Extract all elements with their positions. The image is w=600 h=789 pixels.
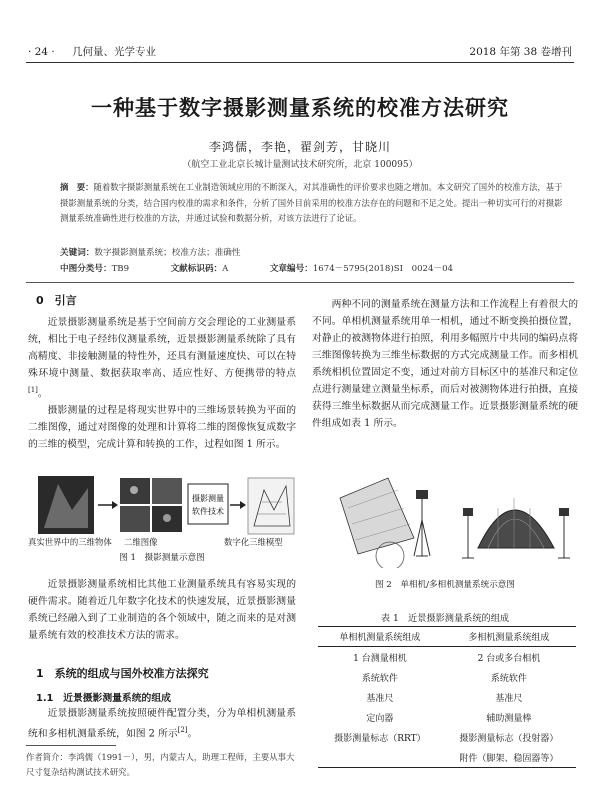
left-stand-icon bbox=[462, 514, 474, 558]
figure-2-caption: 图 2 单相机/多相机测量系统示意图 bbox=[374, 580, 515, 590]
table-1-caption: 表 1 近景摄影测量系统的组成 bbox=[380, 613, 510, 624]
camera-left-icon bbox=[463, 508, 473, 516]
figure-2 bbox=[318, 468, 578, 568]
intro-paragraph-1 bbox=[28, 314, 296, 402]
table-cell: 系统软件 bbox=[361, 673, 398, 684]
paper-title: 一种基于数字摄影测量系统的校准方法研究 bbox=[91, 96, 509, 120]
measurement-area-icon bbox=[376, 542, 404, 568]
article-no-value: 1674－5795(2018)SI 0024－04 bbox=[312, 264, 453, 274]
table-cell: 定向器 bbox=[366, 713, 394, 724]
intro-paragraph-2: 摄影测量的过程是将现实世界中的三维场景转换为平面的二维图像，通过对图像的处理和计算将二维的图像恢复成数字的三维的模型，完成计算和转换的工作，过程如图 1 所示。 bbox=[28, 405, 296, 451]
author-footnote: 作者简介：李鸿儒（1991－），男，内蒙古人，助理工程师，主要从事大尺寸复杂结构测试技术研究。 bbox=[26, 752, 295, 777]
keywords bbox=[60, 246, 570, 258]
keywords-text: 数字摄影测量系统；校准方法；准确性 bbox=[94, 248, 241, 258]
running-header-left bbox=[28, 44, 156, 59]
table-row bbox=[318, 707, 576, 727]
section-1-1-heading: 1.1 近景摄影测量系统的组成 bbox=[36, 693, 171, 704]
camera-icon bbox=[416, 490, 428, 499]
table-cell bbox=[318, 747, 442, 768]
table-row bbox=[318, 667, 576, 687]
intro-p1-end: 。 bbox=[37, 388, 48, 400]
software-text-1: 摄影测量 bbox=[192, 494, 224, 503]
right-column-text bbox=[312, 296, 578, 432]
section-1-heading: 1 系统的组成与国外校准方法探究 bbox=[36, 667, 209, 680]
table-cell: 基准尺 bbox=[495, 693, 523, 704]
table-row bbox=[318, 727, 576, 747]
table-header-row bbox=[318, 627, 576, 647]
figure-1-label-a: 真实世界中的三维物体 bbox=[28, 537, 112, 547]
arrow-2-head-icon bbox=[240, 501, 246, 509]
table-row bbox=[318, 687, 576, 707]
software-text-2: 软件技术 bbox=[192, 507, 224, 516]
citation-2: [2] bbox=[177, 726, 188, 734]
table-cell: 辅助测量棒 bbox=[486, 713, 532, 724]
s11-text: 近景摄影测量系统按照硬件配置分类，分为单相机测量系统和多相机测量系统，如图 2 所示 bbox=[28, 708, 296, 740]
intro-p1-text: 近景摄影测量系统是基于空间前方交会理论的工业测量系统，相比于电子经纬仪测量系统，近景摄影测量系统除了具有高精度、非接触测量的特性外，还具有测量速度快、可以在特殊环境中测量、数据获取率高、适应性好、方便携带的特点 bbox=[28, 317, 296, 379]
intro-text-2 bbox=[28, 576, 296, 644]
citation-1: [1] bbox=[28, 386, 38, 394]
keywords-label: 关键词： bbox=[60, 248, 95, 258]
target-point-icon bbox=[130, 486, 138, 494]
section-1-1-paragraph bbox=[28, 705, 296, 742]
table-header-multi: 多相机测量系统组成 bbox=[442, 627, 576, 647]
s11-end: 。 bbox=[187, 728, 198, 740]
right-paragraph-1: 两种不同的测量系统在测量方法和工作流程上有着很大的不同。单相机测量系统用单一相机，通过不断变换拍摄位置，对静止的被测物体进行拍照，利用多幅照片中共同的编码点将三维图像转换为三维坐标数据的方式完成测量工作。而多相机系统相机位置固定不变，通过对前方目标区中的基准尺和定位点进行测量建立测量坐标系，而后对被测物体进行拍摄，直接获得三维坐标数据从而完成测量工作。近景摄影测量系统的硬件组成如表 1 所示。 bbox=[312, 299, 578, 429]
figure-1-label-c: 数字化三维模型 bbox=[224, 537, 283, 547]
header-rule bbox=[26, 62, 574, 63]
table-cell: 系统软件 bbox=[490, 673, 527, 684]
table-header-single: 单相机测量系统组成 bbox=[318, 627, 442, 647]
dome-structure bbox=[478, 510, 554, 548]
table-row bbox=[318, 747, 576, 768]
article-no-label: 文章编号： bbox=[269, 264, 313, 274]
table-cell: 摄影测量标志（投射器） bbox=[459, 733, 559, 744]
section-0-heading: 0 引言 bbox=[36, 294, 77, 307]
abstract-label: 摘 要： bbox=[60, 182, 94, 192]
table-cell: 1 台测量相机 bbox=[353, 653, 407, 664]
intro-text bbox=[28, 314, 296, 453]
affiliation: （航空工业北京长城计量测试技术研究所，北京 100095） bbox=[182, 160, 418, 170]
software-box bbox=[188, 484, 228, 524]
intro-paragraph-3: 近景摄影测量系统相比其他工业测量系统具有容易实现的硬件需求。随着近几年数字化技术的快速发展，近景摄影测量系统已经融入到了工业制造的各个领域中，随之而来的是对测量系统有效的校准技术方法的需求。 bbox=[28, 579, 296, 641]
clc-label: 中图分类号： bbox=[60, 264, 112, 274]
model-panel bbox=[248, 478, 294, 534]
target-panel bbox=[340, 478, 414, 554]
image-c bbox=[120, 506, 150, 532]
abstract bbox=[60, 180, 570, 227]
footnote-rule bbox=[26, 745, 116, 746]
doc-code-value: A bbox=[222, 264, 229, 274]
table-row bbox=[318, 647, 576, 668]
table-cell: 2 台或多台相机 bbox=[477, 653, 541, 664]
camera-right-icon bbox=[559, 508, 569, 516]
abstract-rule bbox=[26, 282, 574, 283]
figure-2-graphic bbox=[318, 468, 578, 568]
table-cell: 摄影测量标志（RRT） bbox=[334, 733, 426, 744]
abstract-text: 随着数字摄影测量系统在工业制造领域应用的不断深入，对其准确性的评价要求也随之增加。本文研究了国外的校准方法，基于摄影测量系统的分类，结合国内校准的需求和条件，分析了国外目前采用的校准方法存在的问题和不足之处。提出一种切实可行的对摄影测量系统准确性进行校准的方法，并通过试验和数据分析，对该方法进行了论证。 bbox=[60, 182, 563, 223]
journal-issue: 2018 年第 38 卷增刊 bbox=[469, 46, 572, 58]
image-b bbox=[152, 478, 182, 504]
section-1-1-text bbox=[28, 705, 296, 742]
section-label: 几何量、光学专业 bbox=[72, 46, 157, 58]
table-cell: 基准尺 bbox=[366, 693, 394, 704]
page-number: · 24 · bbox=[28, 46, 55, 58]
figure-1-label-b: 二维图像 bbox=[124, 537, 158, 547]
classification-line bbox=[60, 262, 570, 274]
authors: 李鸿儒，李艳，翟剑芳，甘晓川 bbox=[208, 140, 391, 154]
table-1 bbox=[318, 626, 576, 768]
figure-1-caption: 图 1 摄影测量示意图 bbox=[119, 553, 205, 563]
clc-value: TB9 bbox=[111, 264, 130, 274]
arrow-1-head-icon bbox=[112, 501, 118, 509]
doc-code-label: 文献标识码： bbox=[170, 264, 223, 274]
target-point-icon bbox=[163, 514, 171, 522]
right-stand-icon bbox=[558, 514, 570, 558]
tripod-icon bbox=[414, 498, 430, 556]
table-cell: 附件（脚架、稳固器等） bbox=[442, 747, 576, 768]
